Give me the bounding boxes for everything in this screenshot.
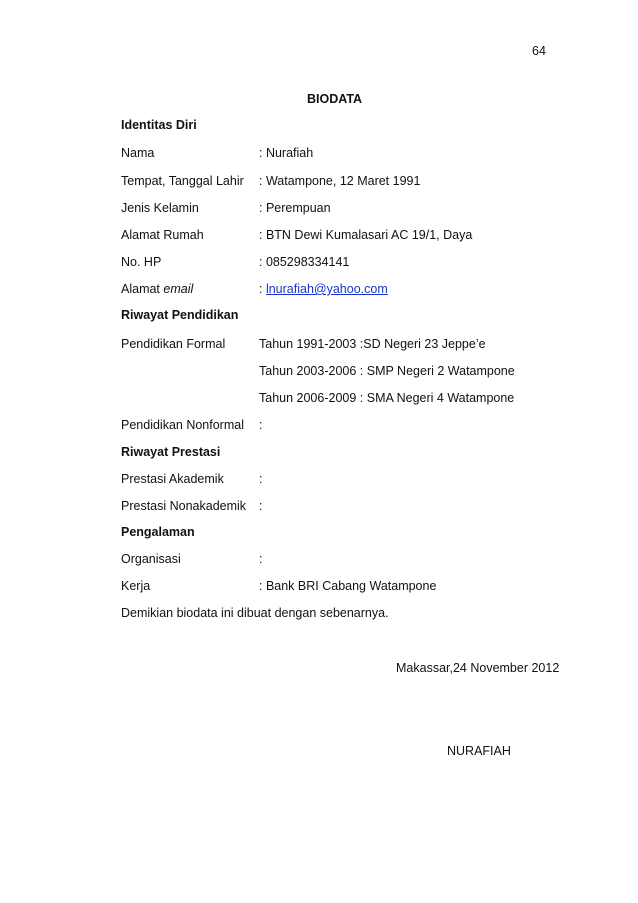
email-link[interactable]: lnurafiah@yahoo.com [265, 282, 388, 296]
label-prestasi-nonakademik: Prestasi Nonakademik [121, 499, 247, 513]
closing-statement: Demikian biodata ini dibuat dengan sebenarnya. [121, 606, 389, 620]
value-pendidikan-nonformal: : [259, 418, 263, 432]
label-organisasi: Organisasi [121, 552, 181, 566]
label-no-hp: No. HP [121, 255, 162, 269]
signature-name: NURAFIAH [447, 744, 511, 758]
label-email-italic: email [163, 282, 194, 296]
value-tempat-tanggal-lahir: : Watampone, 12 Maret 1991 [259, 174, 421, 188]
label-nama: Nama [121, 146, 155, 160]
email-colon: : [259, 282, 266, 296]
value-jenis-kelamin: : Perempuan [259, 201, 331, 215]
page-number: 64 [532, 44, 546, 58]
section-heading-identitas: Identitas Diri [121, 118, 197, 132]
label-prestasi-akademik: Prestasi Akademik [121, 472, 224, 486]
label-alamat-email [121, 282, 193, 297]
section-heading-pengalaman: Pengalaman [121, 525, 195, 539]
pendidikan-formal-item: Tahun 2006-2009 : SMA Negeri 4 Watampone [259, 391, 515, 405]
label-pendidikan-nonformal: Pendidikan Nonformal [121, 418, 244, 432]
label-alamat-rumah: Alamat Rumah [121, 228, 204, 242]
value-email [259, 282, 388, 297]
value-nama: : Nurafiah [259, 146, 314, 160]
value-prestasi-akademik: : [259, 472, 263, 486]
pendidikan-formal-item: Tahun 1991-2003 :SD Negeri 23 Jeppe’e [259, 337, 486, 351]
label-alamat-text: Alamat [121, 282, 164, 296]
place-date: Makassar,24 November 2012 [396, 661, 560, 675]
section-heading-prestasi: Riwayat Prestasi [121, 445, 221, 459]
label-jenis-kelamin: Jenis Kelamin [121, 201, 199, 215]
value-kerja: : Bank BRI Cabang Watampone [259, 579, 437, 593]
label-tempat-tanggal-lahir: Tempat, Tanggal Lahir [121, 174, 244, 188]
document-title: BIODATA [307, 92, 363, 106]
section-heading-pendidikan: Riwayat Pendidikan [121, 308, 239, 322]
value-no-hp: : 085298334141 [259, 255, 350, 269]
value-prestasi-nonakademik: : [259, 499, 263, 513]
label-pendidikan-formal: Pendidikan Formal [121, 337, 226, 351]
value-organisasi: : [259, 552, 263, 566]
value-alamat-rumah: : BTN Dewi Kumalasari AC 19/1, Daya [259, 228, 473, 242]
pendidikan-formal-item: Tahun 2003-2006 : SMP Negeri 2 Watampone [259, 364, 515, 378]
label-kerja: Kerja [121, 579, 151, 593]
